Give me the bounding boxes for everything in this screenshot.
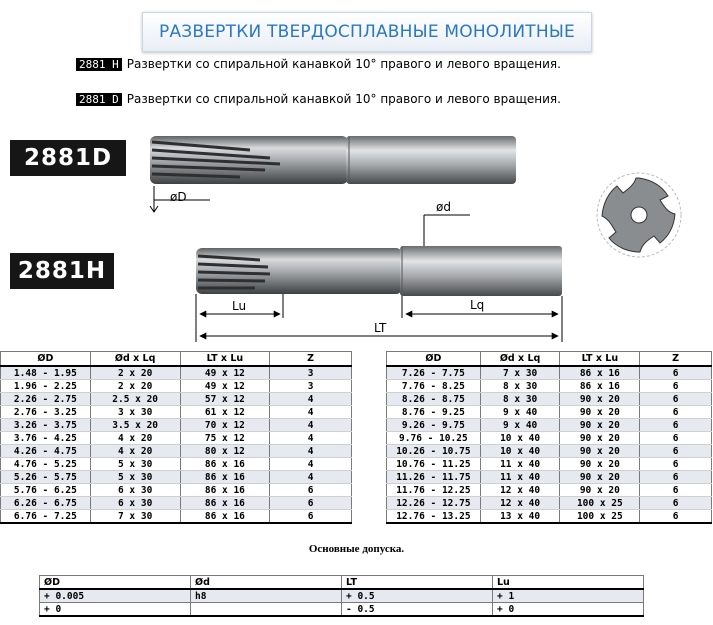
table-cell: 7.26 - 7.75 bbox=[387, 366, 481, 380]
column-header-od-lq: Ød x Lq bbox=[480, 352, 560, 367]
table-cell: 6 bbox=[640, 471, 712, 484]
dim-label-lt: LT bbox=[374, 321, 387, 335]
table-cell: 4 bbox=[270, 471, 352, 484]
table-row bbox=[387, 366, 712, 380]
table-row bbox=[387, 393, 712, 406]
table-cell: 4.76 - 5.25 bbox=[1, 458, 91, 471]
table-row bbox=[387, 432, 712, 445]
dim-label-lu: Lu bbox=[232, 299, 247, 313]
table-cell: 90 x 20 bbox=[560, 419, 640, 432]
table-row bbox=[387, 380, 712, 393]
table-cell: 4 x 20 bbox=[90, 432, 180, 445]
table-row bbox=[1, 497, 352, 510]
column-header-od: ØD bbox=[1, 352, 91, 367]
column-header-z: Z bbox=[640, 352, 712, 367]
table-cell: 4 x 20 bbox=[90, 445, 180, 458]
table-cell: 3 bbox=[270, 380, 352, 393]
table-cell: 80 x 12 bbox=[180, 445, 270, 458]
table-cell: 100 x 25 bbox=[560, 497, 640, 510]
table-cell: 4.26 - 4.75 bbox=[1, 445, 91, 458]
table-cell: 4 bbox=[270, 445, 352, 458]
tol-header-lu: Lu bbox=[493, 576, 644, 590]
table-cell: 6 bbox=[640, 458, 712, 471]
table-cell: + 0.005 bbox=[40, 589, 191, 603]
table-cell: 7 x 30 bbox=[480, 366, 560, 380]
table-cell: 86 x 16 bbox=[180, 510, 270, 524]
table-cell: 90 x 20 bbox=[560, 445, 640, 458]
table-row bbox=[1, 484, 352, 497]
table-cell: 100 x 25 bbox=[560, 510, 640, 524]
table-cell: 6 bbox=[640, 406, 712, 419]
table-row bbox=[1, 393, 352, 406]
table-cell: 7.76 - 8.25 bbox=[387, 380, 481, 393]
table-cell: 9.76 - 10.25 bbox=[387, 432, 481, 445]
table-cell: 9.26 - 9.75 bbox=[387, 419, 481, 432]
table-cell: 6 bbox=[640, 380, 712, 393]
table-cell: 90 x 20 bbox=[560, 471, 640, 484]
page-title: РАЗВЕРТКИ ТВЕРДОСПЛАВНЫЕ МОНОЛИТНЫЕ bbox=[159, 22, 575, 42]
column-header-od: ØD bbox=[387, 352, 481, 367]
table-cell: 5 x 30 bbox=[90, 458, 180, 471]
table-cell: 6 bbox=[640, 393, 712, 406]
badge-2881d: 2881D bbox=[10, 140, 126, 176]
badge-2881h: 2881H bbox=[10, 253, 114, 289]
column-header-lt-lu: LT x Lu bbox=[180, 352, 270, 367]
table-cell: 10 x 40 bbox=[480, 445, 560, 458]
table-cell: 90 x 20 bbox=[560, 406, 640, 419]
description-text-2881h: Развертки со спиральной канавкой 10° правого и левого вращения. bbox=[126, 57, 561, 71]
table-cell: 11.26 - 11.75 bbox=[387, 471, 481, 484]
table-cell: 2.26 - 2.75 bbox=[1, 393, 91, 406]
table-cell: 6 bbox=[640, 432, 712, 445]
table-cell: 8.26 - 8.75 bbox=[387, 393, 481, 406]
table-cell: 8.76 - 9.25 bbox=[387, 406, 481, 419]
table-cell: 57 x 12 bbox=[180, 393, 270, 406]
table-row bbox=[1, 445, 352, 458]
table-row bbox=[1, 510, 352, 524]
table-cell: 6.76 - 7.25 bbox=[1, 510, 91, 524]
table-cell: 3.76 - 4.25 bbox=[1, 432, 91, 445]
table-cell: 70 x 12 bbox=[180, 419, 270, 432]
table-cell: 49 x 12 bbox=[180, 380, 270, 393]
table-cell: 6 bbox=[640, 419, 712, 432]
table-row bbox=[387, 471, 712, 484]
table-cell: 86 x 16 bbox=[180, 484, 270, 497]
dim-label-od-large: øD bbox=[170, 190, 187, 204]
table-cell: 6 bbox=[270, 484, 352, 497]
table-cell: 86 x 16 bbox=[180, 497, 270, 510]
table-cell: + 1 bbox=[493, 589, 644, 603]
table-cell: 49 x 12 bbox=[180, 366, 270, 380]
table-cell: 11 x 40 bbox=[480, 458, 560, 471]
table-cell: 6 bbox=[640, 510, 712, 524]
code-tag-2881d: 2881 D bbox=[76, 93, 122, 106]
table-cell: + 0 bbox=[40, 603, 191, 617]
table-cell: 75 x 12 bbox=[180, 432, 270, 445]
table-row bbox=[1, 380, 352, 393]
table-row bbox=[40, 589, 644, 603]
table-row bbox=[40, 603, 644, 617]
table-cell: + 0.5 bbox=[342, 589, 493, 603]
table-row bbox=[387, 419, 712, 432]
table-cell: 3.26 - 3.75 bbox=[1, 419, 91, 432]
column-header-z: Z bbox=[270, 352, 352, 367]
table-cell: 5.76 - 6.25 bbox=[1, 484, 91, 497]
table-cell: 4 bbox=[270, 393, 352, 406]
table-cell: 2 x 20 bbox=[90, 366, 180, 380]
table-cell: 8 x 30 bbox=[480, 380, 560, 393]
spec-table-right bbox=[386, 351, 712, 524]
reamer-2881h-illustration bbox=[196, 246, 562, 296]
table-cell: 13 x 40 bbox=[480, 510, 560, 524]
table-cell: 2.5 x 20 bbox=[90, 393, 180, 406]
table-header-row bbox=[1, 352, 352, 367]
table-cell: 3 x 30 bbox=[90, 406, 180, 419]
tolerances-table bbox=[39, 575, 644, 617]
table-cell: 90 x 20 bbox=[560, 432, 640, 445]
table-cell: 90 x 20 bbox=[560, 458, 640, 471]
table-cell: 10 x 40 bbox=[480, 432, 560, 445]
table-cell: 4 bbox=[270, 458, 352, 471]
table-cell bbox=[191, 603, 342, 617]
column-header-lt-lu: LT x Lu bbox=[560, 352, 640, 367]
table-cell: 6 x 30 bbox=[90, 497, 180, 510]
table-row bbox=[387, 484, 712, 497]
table-cell: 6 bbox=[270, 497, 352, 510]
spec-table-left bbox=[0, 351, 352, 524]
table-cell: 2.76 - 3.25 bbox=[1, 406, 91, 419]
table-cell: 1.96 - 2.25 bbox=[1, 380, 91, 393]
table-cell: 86 x 16 bbox=[180, 458, 270, 471]
table-cell: 5 x 30 bbox=[90, 471, 180, 484]
tol-header-od-small: Ød bbox=[191, 576, 342, 590]
table-header-row bbox=[40, 576, 644, 590]
description-text-2881d: Развертки со спиральной канавкой 10° правого и левого вращения. bbox=[126, 92, 561, 106]
tol-header-lt: LT bbox=[342, 576, 493, 590]
table-cell: + 0 bbox=[493, 603, 644, 617]
tolerances-heading: Основные допуска. bbox=[308, 543, 405, 555]
table-cell: 8 x 30 bbox=[480, 393, 560, 406]
table-row bbox=[387, 510, 712, 524]
table-cell: 11 x 40 bbox=[480, 471, 560, 484]
table-cell: 6 bbox=[640, 484, 712, 497]
table-row bbox=[1, 366, 352, 380]
table-row bbox=[1, 419, 352, 432]
table-header-row bbox=[387, 352, 712, 367]
table-row bbox=[387, 458, 712, 471]
table-cell: 6 bbox=[640, 366, 712, 380]
table-cell: 12.26 - 12.75 bbox=[387, 497, 481, 510]
table-cell: 10.26 - 10.75 bbox=[387, 445, 481, 458]
dim-label-lq: Lq bbox=[470, 298, 485, 312]
table-row bbox=[1, 406, 352, 419]
table-cell: 7 x 30 bbox=[90, 510, 180, 524]
table-cell: 86 x 16 bbox=[560, 366, 640, 380]
table-cell: 6 bbox=[640, 445, 712, 458]
table-cell: 4 bbox=[270, 406, 352, 419]
table-cell: 3 bbox=[270, 366, 352, 380]
tol-header-od: ØD bbox=[40, 576, 191, 590]
table-cell: 3.5 x 20 bbox=[90, 419, 180, 432]
table-cell: 5.26 - 5.75 bbox=[1, 471, 91, 484]
table-cell: 2 x 20 bbox=[90, 380, 180, 393]
table-cell: 86 x 16 bbox=[180, 471, 270, 484]
table-cell: 90 x 20 bbox=[560, 484, 640, 497]
table-row bbox=[387, 445, 712, 458]
reamer-2881d-illustration bbox=[150, 136, 516, 184]
table-cell: 61 x 12 bbox=[180, 406, 270, 419]
table-cell: 4 bbox=[270, 419, 352, 432]
dim-label-od-small: ød bbox=[436, 200, 451, 214]
table-cell: 6 bbox=[270, 510, 352, 524]
table-row bbox=[1, 432, 352, 445]
table-cell: 6 bbox=[640, 497, 712, 510]
table-cell: 10.76 - 11.25 bbox=[387, 458, 481, 471]
table-cell: 11.76 - 12.25 bbox=[387, 484, 481, 497]
table-cell: - 0.5 bbox=[342, 603, 493, 617]
table-cell: 9 x 40 bbox=[480, 419, 560, 432]
table-cell: 6.26 - 6.75 bbox=[1, 497, 91, 510]
column-header-od-lq: Ød x Lq bbox=[90, 352, 180, 367]
table-cell: 9 x 40 bbox=[480, 406, 560, 419]
table-cell: 6 x 30 bbox=[90, 484, 180, 497]
code-tag-2881h: 2881 H bbox=[76, 58, 122, 71]
cross-section-illustration bbox=[597, 173, 681, 257]
table-cell: 86 x 16 bbox=[560, 380, 640, 393]
table-cell: 12 x 40 bbox=[480, 497, 560, 510]
table-row bbox=[1, 471, 352, 484]
table-cell: 12.76 - 13.25 bbox=[387, 510, 481, 524]
table-cell: 90 x 20 bbox=[560, 393, 640, 406]
table-cell: 4 bbox=[270, 432, 352, 445]
table-row bbox=[1, 458, 352, 471]
table-cell: 1.48 - 1.95 bbox=[1, 366, 91, 380]
table-row bbox=[387, 497, 712, 510]
table-row bbox=[387, 406, 712, 419]
table-cell: 12 x 40 bbox=[480, 484, 560, 497]
table-cell: h8 bbox=[191, 589, 342, 603]
